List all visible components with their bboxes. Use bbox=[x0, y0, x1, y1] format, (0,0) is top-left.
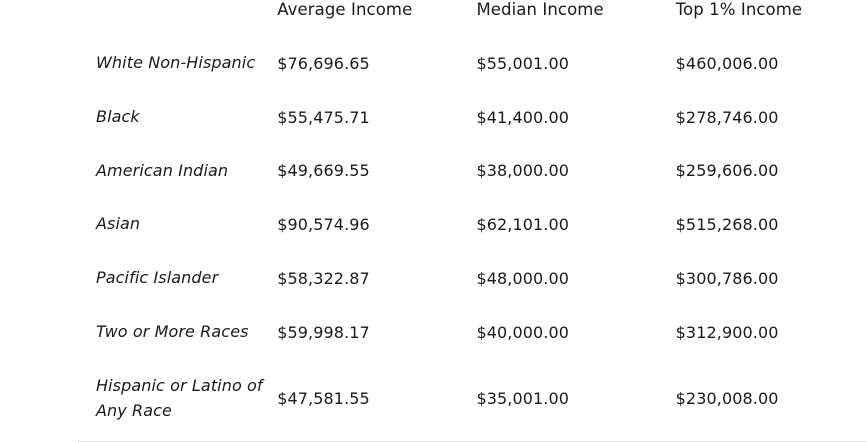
column-header-top-1-percent-income: Top 1% Income bbox=[675, 0, 803, 19]
table-header bbox=[78, 0, 866, 37]
row-label: Two or More Races bbox=[96, 321, 249, 341]
row-label: American Indian bbox=[96, 160, 229, 180]
column-header-average-income: Average Income bbox=[277, 0, 413, 19]
cell-average-income: $59,998.17 bbox=[277, 322, 370, 342]
cell-average-income: $55,475.71 bbox=[277, 107, 370, 127]
cell-top-1-percent-income: $312,900.00 bbox=[675, 322, 779, 342]
cell-top-1-percent-income: $259,606.00 bbox=[675, 161, 779, 181]
row-label: Hispanic or Latino of Any Race bbox=[96, 375, 263, 420]
cell-median-income: $35,001.00 bbox=[476, 389, 570, 409]
cell-top-1-percent-income: $278,746.00 bbox=[675, 107, 779, 127]
cell-top-1-percent-income: $230,008.00 bbox=[675, 389, 779, 409]
income-by-race-table bbox=[78, 0, 866, 442]
cell-top-1-percent-income: $515,268.00 bbox=[675, 215, 779, 235]
cell-average-income: $47,581.55 bbox=[277, 389, 370, 409]
table-row bbox=[78, 306, 866, 360]
row-label: Black bbox=[96, 106, 140, 126]
cell-top-1-percent-income: $460,006.00 bbox=[675, 53, 779, 73]
cell-median-income: $55,001.00 bbox=[476, 53, 570, 73]
table-row bbox=[78, 91, 866, 145]
cell-top-1-percent-income: $300,786.00 bbox=[675, 269, 779, 289]
table-row bbox=[78, 37, 866, 91]
row-label: Asian bbox=[96, 214, 141, 234]
cell-average-income: $58,322.87 bbox=[277, 269, 370, 289]
column-header-median-income: Median Income bbox=[476, 0, 604, 19]
cell-median-income: $38,000.00 bbox=[476, 161, 570, 181]
table-row bbox=[78, 252, 866, 306]
table-row bbox=[78, 360, 866, 442]
table-body bbox=[78, 37, 866, 441]
column-header-race bbox=[78, 0, 277, 37]
cell-median-income: $40,000.00 bbox=[476, 322, 570, 342]
table-row bbox=[78, 145, 866, 199]
cell-average-income: $90,574.96 bbox=[277, 215, 370, 235]
row-label: White Non-Hispanic bbox=[96, 53, 256, 72]
cell-median-income: $62,101.00 bbox=[476, 215, 570, 235]
cell-median-income: $48,000.00 bbox=[476, 269, 570, 289]
cell-average-income: $49,669.55 bbox=[277, 161, 370, 181]
cell-median-income: $41,400.00 bbox=[476, 107, 570, 127]
row-label: Pacific Islander bbox=[96, 268, 219, 288]
cell-average-income: $76,696.65 bbox=[277, 53, 370, 73]
table-row bbox=[78, 198, 866, 252]
table-header-row bbox=[78, 0, 866, 37]
